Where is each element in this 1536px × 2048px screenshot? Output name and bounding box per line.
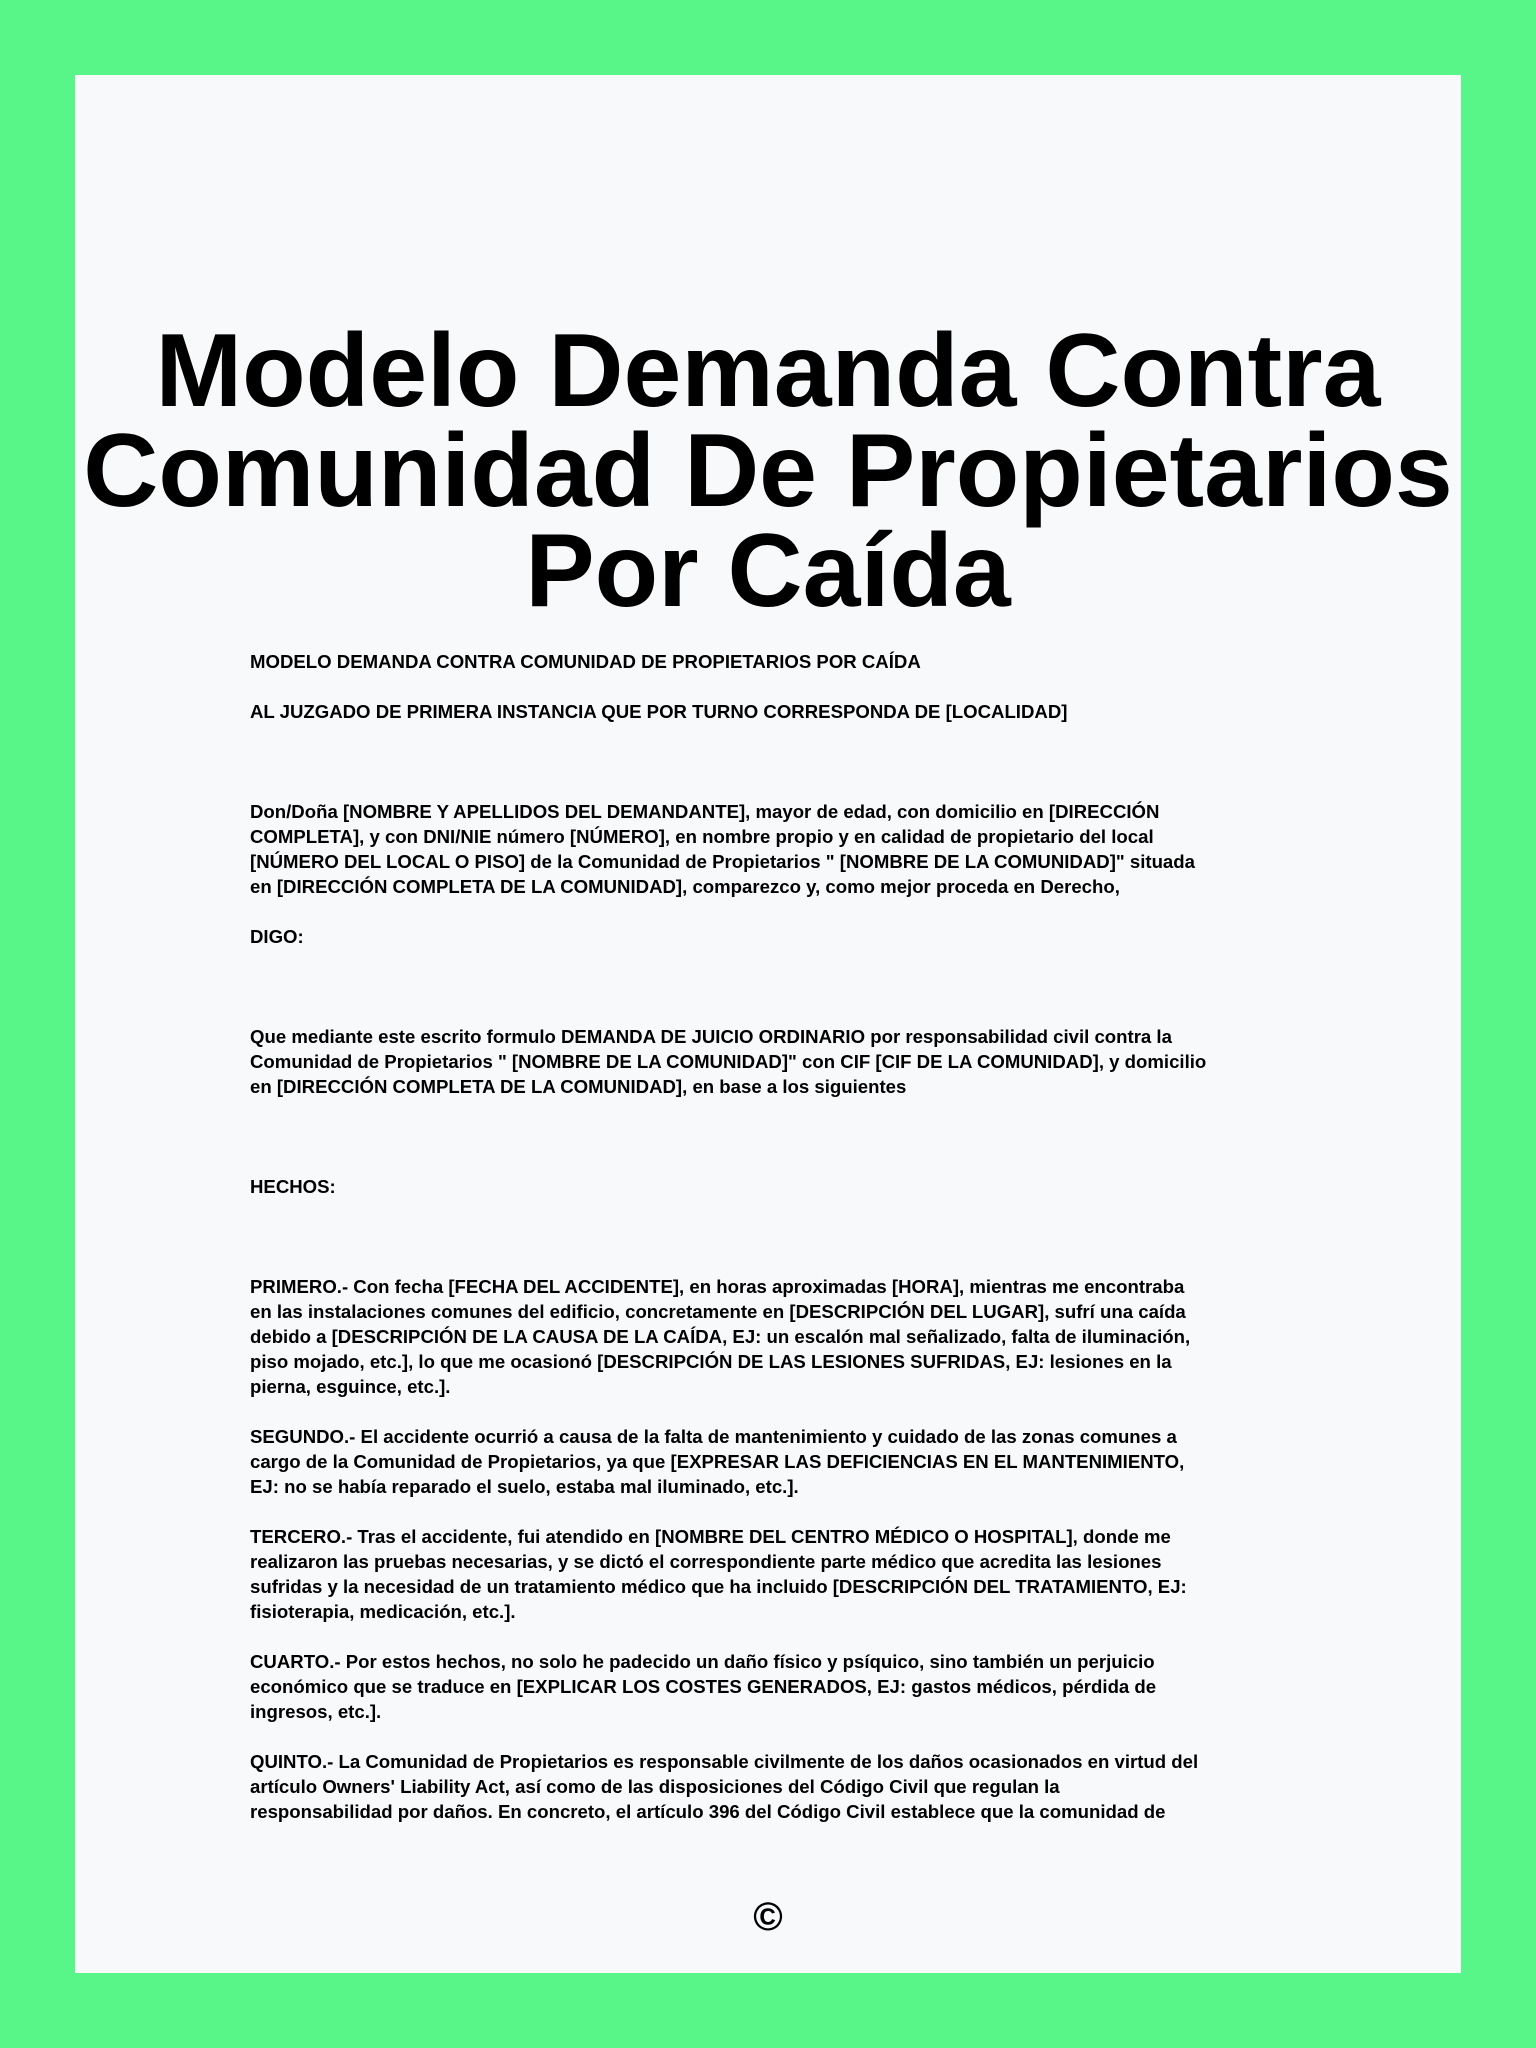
text-line: realizaron las pruebas necesarias, y se dictó el correspondiente parte médico que acredita las lesiones [250,1551,1162,1572]
document-page [75,75,1461,1973]
text-line: debido a [DESCRIPCIÓN DE LA CAUSA DE LA CAÍDA, EJ: un escalón mal señalizado, falta de iluminación, [250,1326,1191,1347]
text-line: cargo de la Comunidad de Propietarios, ya que [EXPRESAR LAS DEFICIENCIAS EN EL MANTENIMIENTO, [250,1451,1185,1472]
text-line: fisioterapia, medicación, etc.]. [250,1601,516,1622]
title-line: Modelo Demanda Contra [155,313,1381,429]
primero-paragraph [250,1274,1370,1399]
text-line: ingresos, etc.]. [250,1701,382,1722]
text-line: responsabilidad por daños. En concreto, el artículo 396 del Código Civil establece que la comunidad de [250,1801,1166,1822]
text-line: sufridas y la necesidad de un tratamiento médico que ha incluido [DESCRIPCIÓN DEL TRATAMIENTO, EJ: [250,1576,1187,1597]
document-heading: MODELO DEMANDA CONTRA COMUNIDAD DE PROPIETARIOS POR CAÍDA [250,651,921,672]
text-line: Don/Doña [NOMBRE Y APELLIDOS DEL DEMANDANTE], mayor de edad, con domicilio en [DIRECCIÓN [250,801,1160,822]
text-line: Que mediante este escrito formulo DEMANDA DE JUICIO ORDINARIO por responsabilidad civil contra la [250,1026,1172,1047]
segundo-paragraph [250,1424,1370,1499]
text-line: QUINTO.- La Comunidad de Propietarios es responsable civilmente de los daños ocasionados en virtud del [250,1751,1199,1772]
text-line: piso mojado, etc.], lo que me ocasionó [DESCRIPCIÓN DE LAS LESIONES SUFRIDAS, EJ: lesiones en la [250,1351,1172,1372]
title-line: Por Caída [525,513,1011,629]
text-line: [NÚMERO DEL LOCAL O PISO] de la Comunidad de Propietarios " [NOMBRE DE LA COMUNIDAD]" situada [250,851,1195,872]
text-line: en las instalaciones comunes del edificio, concretamente en [DESCRIPCIÓN DEL LUGAR], sufrí una caída [250,1301,1186,1322]
copyright-icon: © [753,1895,783,1939]
text-line: en [DIRECCIÓN COMPLETA DE LA COMUNIDAD], en base a los siguientes [250,1076,907,1097]
text-line: TERCERO.- Tras el accidente, fui atendido en [NOMBRE DEL CENTRO MÉDICO O HOSPITAL], donde me [250,1526,1171,1547]
document-body [250,649,1370,1824]
text-line: EJ: no se había reparado el suelo, estaba mal iluminado, etc.]. [250,1476,799,1497]
digo-heading: DIGO: [250,926,304,947]
text-line: PRIMERO.- Con fecha [FECHA DEL ACCIDENTE], en horas aproximadas [HORA], mientras me encontraba [250,1276,1185,1297]
text-line: Comunidad de Propietarios " [NOMBRE DE LA COMUNIDAD]" con CIF [CIF DE LA COMUNIDAD], y domicilio [250,1051,1207,1072]
tercero-paragraph [250,1524,1370,1624]
text-line: artículo Owners' Liability Act, así como de las disposiciones del Código Civil que regulan la [250,1776,1060,1797]
text-line: COMPLETA], y con DNI/NIE número [NÚMERO], en nombre propio y en calidad de propietario del local [250,826,1154,847]
text-line: en [DIRECCIÓN COMPLETA DE LA COMUNIDAD], comparezco y, como mejor proceda en Derecho, [250,876,1120,897]
text-line: económico que se traduce en [EXPLICAR LOS COSTES GENERADOS, EJ: gastos médicos, pérdida de [250,1676,1157,1697]
court-line: AL JUZGADO DE PRIMERA INSTANCIA QUE POR TURNO CORRESPONDA DE [LOCALIDAD] [250,701,1068,722]
text-line: CUARTO.- Por estos hechos, no solo he padecido un daño físico y psíquico, sino también un perjuicio [250,1651,1155,1672]
quinto-paragraph [250,1749,1370,1824]
text-line: SEGUNDO.- El accidente ocurrió a causa de la falta de mantenimiento y cuidado de las zonas comunes a [250,1426,1177,1447]
demand-paragraph [250,1024,1370,1099]
intro-paragraph [250,799,1370,899]
hechos-heading: HECHOS: [250,1176,336,1197]
document-title [75,313,1461,629]
title-line: Comunidad De Propietarios [83,413,1453,529]
cuarto-paragraph [250,1649,1370,1724]
text-line: pierna, esguince, etc.]. [250,1376,451,1397]
